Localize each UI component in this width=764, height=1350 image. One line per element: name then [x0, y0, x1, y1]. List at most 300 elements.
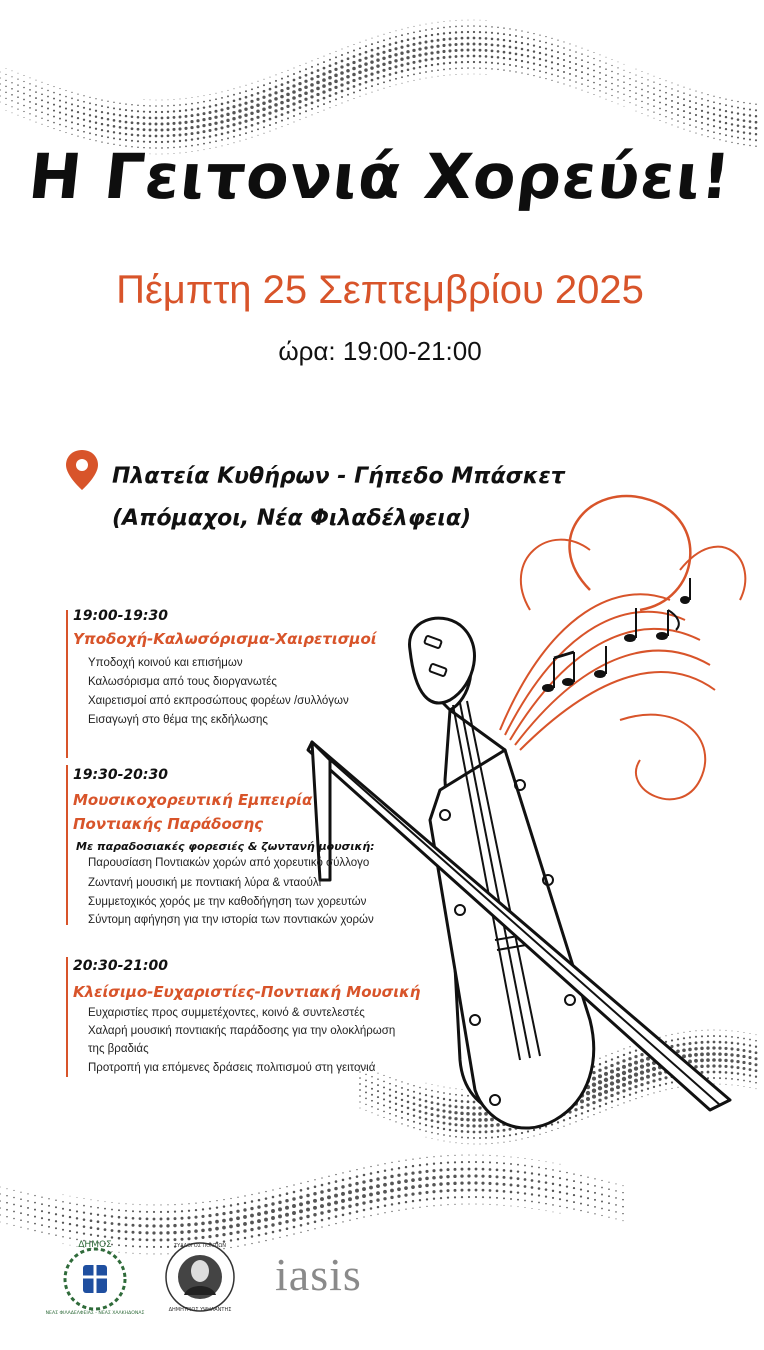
halftone-dot [250, 1228, 253, 1231]
halftone-dot [17, 109, 18, 110]
halftone-dot [406, 56, 409, 59]
halftone-dot [371, 85, 373, 87]
halftone-dot [271, 1216, 275, 1220]
halftone-dot [701, 116, 703, 118]
halftone-dot [221, 133, 224, 136]
halftone-dot [335, 56, 337, 58]
halftone-dot [527, 49, 529, 51]
halftone-dot [107, 101, 108, 102]
halftone-dot [268, 99, 272, 103]
halftone-dot [201, 1215, 204, 1218]
halftone-dot [743, 113, 745, 115]
halftone-dot [285, 1206, 289, 1210]
halftone-dot [131, 104, 132, 105]
halftone-dot [97, 1207, 99, 1209]
halftone-dot [0, 95, 1, 96]
halftone-dot [59, 112, 61, 114]
halftone-dot [119, 126, 122, 129]
halftone-dot [394, 47, 397, 50]
halftone-dot [83, 113, 85, 115]
list-item: Ευχαριστίες προς συμμετέχοντες, κοινό & συντελεστές [88, 1007, 365, 1019]
halftone-dot [11, 106, 12, 107]
halftone-dot [461, 25, 463, 27]
halftone-dot [258, 1199, 261, 1202]
halftone-dot [413, 37, 416, 40]
halftone-dot [262, 114, 265, 117]
halftone-dot [263, 126, 265, 128]
halftone-dot [274, 91, 277, 94]
halftone-dot [174, 99, 175, 100]
halftone-dot [244, 1202, 246, 1204]
halftone-dot [279, 1194, 282, 1197]
halftone-dot [437, 57, 440, 60]
halftone-dot [83, 1218, 86, 1221]
halftone-dot [156, 100, 157, 101]
halftone-dot [612, 101, 613, 102]
halftone-dot [340, 83, 343, 86]
halftone-dot [243, 1222, 247, 1226]
halftone-dot [467, 67, 469, 69]
halftone-dot [533, 75, 534, 76]
halftone-dot [334, 86, 337, 89]
halftone-dot [0, 1186, 1, 1187]
halftone-dot [419, 66, 421, 68]
halftone-dot [371, 43, 373, 45]
halftone-dot [223, 1205, 225, 1207]
halftone-dot [47, 102, 49, 104]
halftone-dot [222, 1226, 226, 1230]
halftone-dot [298, 82, 301, 85]
halftone-dot [364, 68, 367, 71]
halftone-dot [280, 101, 284, 105]
halftone-dot [265, 1191, 266, 1192]
halftone-dot [527, 32, 528, 33]
halftone-dot [97, 1227, 100, 1230]
halftone-dot [137, 105, 139, 107]
halftone-dot [47, 120, 48, 121]
halftone-dot [593, 70, 595, 72]
halftone-dot [370, 60, 373, 63]
halftone-dot [424, 46, 427, 49]
halftone-dot [623, 100, 624, 101]
halftone-dot [347, 94, 349, 96]
halftone-dot [376, 71, 379, 74]
halftone-dot [48, 1219, 50, 1221]
halftone-dot [229, 1225, 233, 1229]
halftone-dot [239, 134, 241, 136]
halftone-dot [317, 99, 320, 102]
halftone-dot [539, 58, 541, 60]
halftone-dot [11, 94, 13, 96]
halftone-dot [462, 20, 463, 21]
halftone-dot [467, 31, 469, 33]
halftone-dot [479, 31, 481, 33]
halftone-dot [467, 55, 470, 58]
halftone-dot [208, 129, 211, 132]
halftone-dot [107, 130, 109, 132]
halftone-dot [293, 79, 296, 82]
halftone-dot [69, 1223, 71, 1225]
halftone-dot [605, 68, 607, 70]
halftone-dot [65, 107, 67, 109]
halftone-dot [479, 49, 482, 52]
halftone-dot [280, 95, 284, 99]
halftone-dot [352, 61, 355, 64]
halftone-dot [12, 70, 13, 71]
halftone-dot [635, 74, 636, 75]
halftone-dot [636, 111, 637, 112]
halftone-dot [449, 37, 452, 40]
halftone-dot [20, 1219, 22, 1221]
halftone-dot [641, 77, 642, 78]
halftone-dot [713, 125, 715, 127]
halftone-dot [29, 101, 31, 103]
halftone-dot [311, 108, 313, 110]
halftone-dot [569, 61, 571, 63]
halftone-dot [444, 75, 445, 76]
halftone-dot [293, 1233, 294, 1234]
halftone-dot [569, 73, 571, 75]
halftone-dot [233, 99, 236, 102]
halftone-dot [257, 1212, 261, 1216]
halftone-dot [390, 32, 391, 33]
halftone-dot [365, 81, 368, 84]
halftone-dot [250, 1207, 253, 1210]
halftone-dot [665, 86, 666, 87]
halftone-dot [635, 80, 636, 81]
halftone-dot [438, 76, 439, 77]
halftone-dot [329, 59, 331, 61]
halftone-dot [371, 49, 374, 52]
halftone-dot [341, 103, 342, 104]
halftone-dot [41, 93, 43, 95]
halftone-dot [178, 121, 181, 124]
halftone-dot [370, 66, 373, 69]
halftone-dot [185, 115, 188, 118]
halftone-dot [341, 60, 344, 63]
halftone-dot [683, 104, 685, 106]
halftone-dot [563, 53, 565, 55]
halftone-dot [725, 122, 727, 124]
halftone-dot [605, 86, 607, 88]
halftone-dot [197, 113, 200, 116]
halftone-dot [299, 76, 302, 79]
halftone-dot [113, 113, 115, 115]
halftone-dot [341, 49, 342, 50]
halftone-dot [486, 20, 487, 21]
halftone-dot [13, 1225, 14, 1226]
halftone-dot [545, 36, 546, 37]
halftone-dot [468, 74, 469, 75]
halftone-dot [581, 48, 582, 49]
halftone-dot [521, 42, 523, 44]
halftone-dot [406, 50, 409, 53]
halftone-dot [36, 122, 37, 123]
halftone-dot [521, 66, 523, 68]
halftone-dot [491, 38, 494, 41]
halftone-dot [328, 1225, 329, 1226]
halftone-dot [425, 41, 428, 44]
halftone-dot [143, 111, 145, 113]
halftone-dot [188, 1210, 190, 1212]
halftone-dot [636, 69, 637, 70]
halftone-dot [59, 100, 61, 102]
halftone-dot [347, 100, 348, 101]
halftone-dot [47, 126, 48, 127]
halftone-dot [551, 61, 553, 63]
halftone-dot [233, 94, 235, 96]
halftone-dot [244, 1237, 246, 1239]
halftone-dot [5, 80, 6, 81]
halftone-dot [449, 62, 451, 64]
halftone-dot [13, 1204, 15, 1206]
halftone-dot [161, 135, 164, 138]
halftone-dot [624, 64, 625, 65]
halftone-dot [455, 26, 457, 28]
halftone-dot [322, 84, 326, 88]
halftone-dot [208, 123, 211, 126]
halftone-dot [497, 38, 500, 41]
halftone-dot [581, 83, 582, 84]
halftone-dot [91, 1199, 92, 1200]
halftone-dot [11, 100, 12, 101]
halftone-dot [527, 61, 529, 63]
list-item: Προτροπή για επόμενες δράσεις πολιτισμού στη γειτονιά [88, 1062, 376, 1074]
halftone-dot [184, 121, 187, 124]
halftone-dot [539, 76, 540, 77]
halftone-dot [62, 1215, 64, 1217]
halftone-dot [431, 28, 433, 30]
halftone-dot [695, 102, 697, 104]
halftone-dot [587, 92, 588, 93]
halftone-dot [29, 107, 31, 109]
halftone-dot [707, 100, 709, 102]
halftone-dot [431, 64, 433, 66]
halftone-dot [587, 56, 588, 57]
halftone-dot [252, 83, 253, 84]
halftone-dot [600, 96, 601, 97]
halftone-dot [90, 1213, 92, 1215]
halftone-dot [671, 106, 673, 108]
halftone-dot [150, 99, 151, 100]
municipality-label: ΔΗΜΟΣ [78, 1240, 112, 1250]
halftone-dot [185, 103, 187, 105]
halftone-dot [611, 65, 612, 66]
halftone-dot [563, 47, 565, 49]
halftone-dot [167, 116, 170, 119]
halftone-dot [370, 55, 373, 58]
halftone-dot [146, 1204, 147, 1205]
halftone-dot [220, 108, 223, 111]
halftone-dot [749, 120, 752, 123]
location-line-2: (Απόμαχοι, Νέα Φιλαδέλφεια) [112, 506, 472, 531]
halftone-dot [76, 1231, 78, 1233]
halftone-dot [461, 67, 463, 69]
halftone-dot [491, 56, 494, 59]
halftone-dot [335, 62, 338, 65]
halftone-dot [671, 82, 672, 83]
halftone-dot [311, 66, 313, 68]
halftone-dot [214, 116, 217, 119]
halftone-dot [479, 37, 482, 40]
halftone-dot [407, 68, 410, 71]
halftone-dot [307, 1222, 310, 1225]
halftone-dot [683, 116, 685, 118]
halftone-dot [432, 77, 433, 78]
halftone-dot [62, 1201, 64, 1203]
halftone-dot [635, 98, 636, 99]
halftone-dot [328, 70, 331, 73]
halftone-dot [83, 125, 85, 127]
halftone-dot [503, 69, 504, 70]
halftone-dot [641, 101, 642, 102]
halftone-dot [347, 57, 350, 60]
halftone-dot [442, 50, 445, 53]
halftone-dot [180, 1217, 183, 1220]
halftone-dot [509, 70, 510, 71]
halftone-dot [204, 95, 205, 96]
halftone-dot [304, 91, 308, 95]
halftone-dot [359, 47, 361, 49]
halftone-dot [243, 1215, 247, 1219]
halftone-dot [455, 61, 457, 63]
halftone-dot [55, 1206, 57, 1208]
halftone-dot [365, 87, 367, 89]
halftone-dot [533, 63, 535, 65]
halftone-dot [23, 105, 25, 107]
halftone-dot [713, 101, 715, 103]
halftone-dot [270, 77, 271, 78]
halftone-dot [101, 99, 102, 100]
halftone-dot [521, 60, 523, 62]
halftone-dot [389, 80, 391, 82]
halftone-dot [155, 117, 158, 120]
halftone-dot [69, 1230, 71, 1232]
halftone-dot [677, 114, 679, 116]
halftone-dot [20, 1212, 22, 1214]
halftone-dot [527, 74, 528, 75]
halftone-dot [6, 1202, 8, 1204]
halftone-dot [420, 79, 421, 80]
halftone-dot [250, 118, 253, 121]
halftone-dot [334, 80, 338, 84]
halftone-dot [181, 1204, 182, 1205]
halftone-dot [683, 92, 685, 94]
halftone-dot [683, 87, 684, 88]
halftone-dot [622, 1220, 623, 1221]
halftone-dot [34, 1195, 35, 1196]
halftone-dot [444, 21, 445, 22]
halftone-dot [683, 122, 685, 124]
halftone-dot [236, 1216, 240, 1220]
halftone-dot [527, 55, 529, 57]
halftone-dot [238, 109, 241, 112]
municipality-ring-text: ΝΕΑΣ ΦΙΛΑΔΕΛΦΕΙΑΣ - ΝΕΑΣ ΧΑΛΚΗΔΟΝΑΣ [45, 1311, 145, 1316]
halftone-dot [713, 131, 715, 133]
halftone-dot [473, 49, 476, 52]
halftone-dot [216, 1206, 218, 1208]
halftone-dot [59, 88, 60, 89]
halftone-dot [305, 63, 306, 64]
halftone-dot [236, 1223, 240, 1227]
halftone-dot [125, 1203, 126, 1204]
halftone-dot [653, 87, 655, 89]
halftone-dot [737, 118, 740, 121]
halftone-dot [461, 61, 463, 63]
halftone-dot [647, 103, 649, 105]
halftone-dot [653, 99, 655, 101]
halftone-dot [509, 40, 511, 42]
halftone-dot [196, 119, 199, 122]
halftone-dot [125, 127, 128, 130]
halftone-dot [139, 1253, 140, 1254]
halftone-dot [581, 65, 583, 67]
halftone-dot [146, 1217, 149, 1220]
halftone-dot [232, 105, 235, 108]
slot-2-subheading: Με παραδοσιακές φορεσιές & ζωντανή μουσική: [76, 840, 375, 853]
halftone-dot [83, 119, 85, 121]
halftone-dot [27, 1207, 29, 1209]
halftone-dot [629, 78, 630, 79]
halftone-dot [305, 74, 308, 77]
halftone-dot [521, 48, 524, 51]
halftone-dot [41, 1203, 43, 1205]
halftone-dot [515, 71, 516, 72]
halftone-dot [647, 85, 649, 87]
halftone-dot [503, 39, 505, 41]
halftone-dot [474, 74, 475, 75]
halftone-dot [545, 42, 547, 44]
halftone-dot [314, 1228, 315, 1229]
halftone-dot [181, 1210, 183, 1212]
halftone-dot [17, 79, 18, 80]
halftone-dot [160, 1204, 161, 1205]
halftone-dot [257, 1219, 261, 1223]
halftone-dot [665, 116, 666, 117]
halftone-dot [653, 82, 654, 83]
halftone-dot [239, 128, 242, 131]
halftone-dot [265, 1232, 268, 1235]
halftone-dot [485, 37, 488, 40]
halftone-dot [244, 120, 247, 123]
halftone-dot [41, 99, 43, 101]
halftone-dot [251, 1194, 252, 1195]
halftone-dot [749, 132, 751, 134]
halftone-dot [77, 94, 78, 95]
halftone-dot [257, 128, 259, 130]
halftone-dot [27, 1221, 29, 1223]
halftone-dot [41, 111, 43, 113]
halftone-dot [113, 102, 114, 103]
halftone-dot [372, 38, 373, 39]
halftone-dot [83, 107, 85, 109]
halftone-dot [539, 40, 541, 42]
halftone-dot [264, 1211, 268, 1215]
halftone-dot [563, 77, 565, 79]
halftone-dot [77, 1197, 78, 1198]
halftone-dot [89, 97, 90, 98]
halftone-dot [215, 104, 218, 107]
halftone-dot [473, 67, 475, 69]
halftone-dot [497, 27, 498, 28]
halftone-dot [461, 55, 464, 58]
halftone-dot [599, 60, 600, 61]
halftone-dot [286, 105, 289, 108]
halftone-dot [606, 57, 607, 58]
halftone-dot [389, 43, 392, 46]
halftone-dot [252, 137, 253, 138]
halftone-dot [460, 49, 463, 52]
